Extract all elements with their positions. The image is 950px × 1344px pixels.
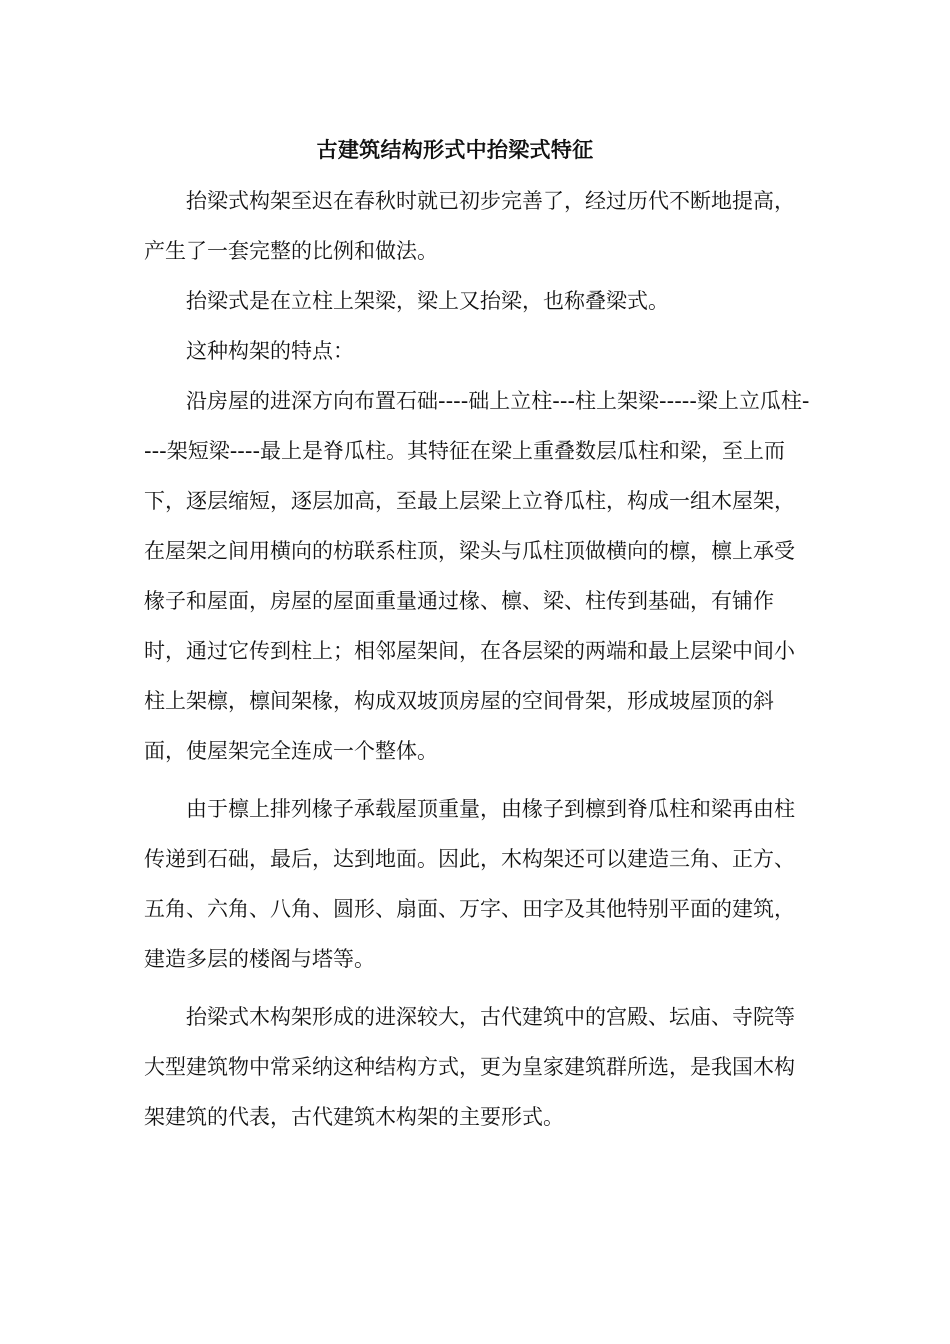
paragraph-features-heading: 这种构架的特点： [186,339,354,363]
paragraph-origin: 抬梁式构架至迟在春秋时就已初步完善了，经过历代不断地提高，产生了一套完整的比例和做法。 [144,189,795,263]
paragraph-structure: 沿房屋的进深方向布置石础----础上立柱---柱上架梁-----梁上立瓜柱----架短梁----最上是脊瓜柱。其特征在梁上重叠数层瓜柱和梁，至上而下，逐层缩短，逐层加高，至最上层梁上立脊瓜柱，构成一组木屋架，在屋架之间用横向的枋联系柱顶，梁头与瓜柱顶做横向的檩，檩上承受椽子和屋面，房屋的屋面重量通过椽、檩、梁、柱传到基础，有铺作时，通过它传到柱上；相邻屋架间，在各层梁的两端和最上层梁中间小柱上架檩，檩间架椽，构成双坡顶房屋的空间骨架，形成坡屋顶的斜面，使屋架完全连成一个整体。 [144,389,810,763]
document-title: 古建筑结构形式中抬梁式特征 [316,138,594,162]
paragraph-usage: 抬梁式木构架形成的进深较大，古代建筑中的宫殿、坛庙、寺院等大型建筑物中常采纳这种结构方式，更为皇家建筑群所选，是我国木构架建筑的代表，古代建筑木构架的主要形式。 [144,1005,795,1129]
paragraph-load-path: 由于檩上排列椽子承载屋顶重量，由椽子到檩到脊瓜柱和梁再由柱传递到石础，最后，达到地面。因此，木构架还可以建造三角、正方、五角、六角、八角、圆形、扇面、万字、田字及其他特别平面的建筑，建造多层的楼阁与塔等。 [144,797,795,971]
paragraph-definition: 抬梁式是在立柱上架梁，梁上又抬梁，也称叠梁式。 [186,289,669,313]
document-body [144,176,812,1142]
